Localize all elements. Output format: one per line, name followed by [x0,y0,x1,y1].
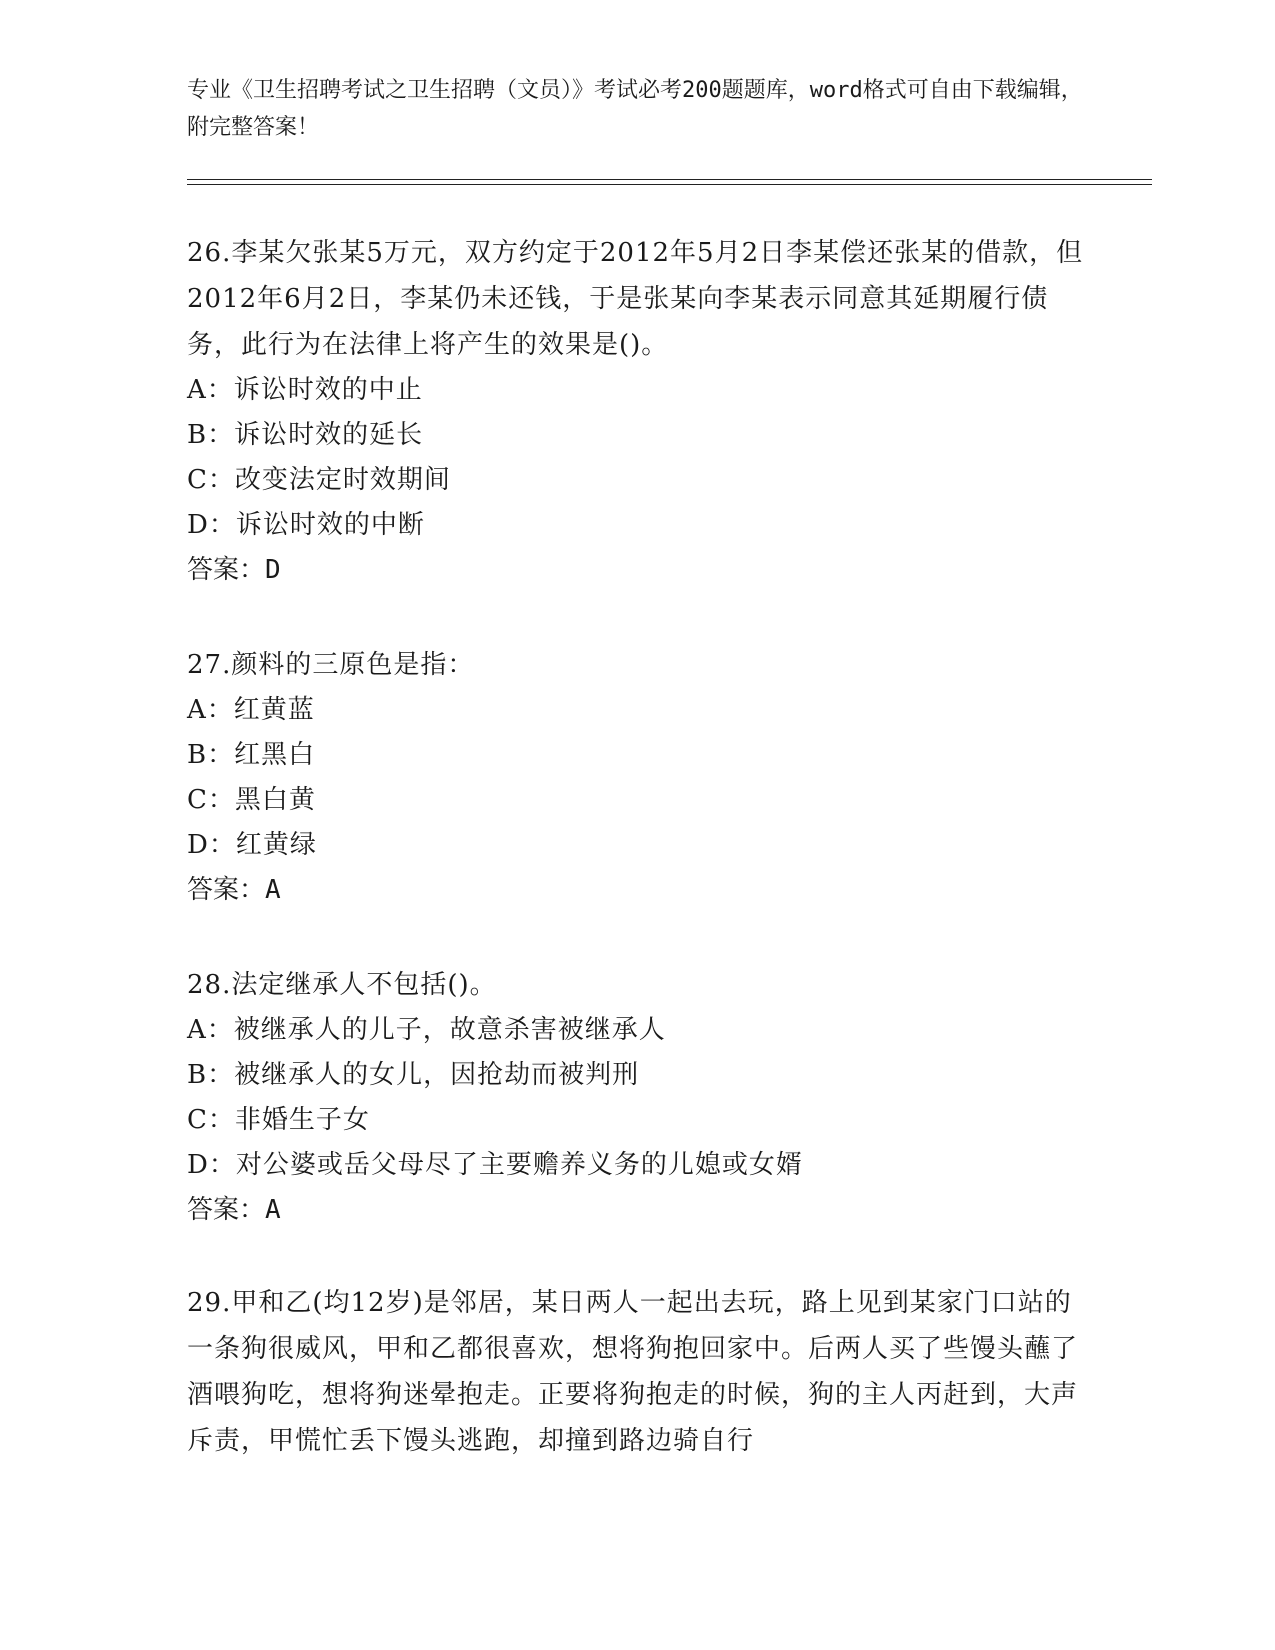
option-d: D：诉讼时效的中断 [187,510,425,540]
question-26 [187,230,1087,593]
answer-label: 答案： [187,875,266,905]
answer-value: A [265,875,281,905]
option-d: D：对公婆或岳父母尽了主要赡养义务的儿媳或女婿 [187,1150,803,1180]
header-divider-bottom [187,184,1152,185]
option-b: B：诉讼时效的延长 [187,420,424,450]
answer [187,1188,1087,1233]
header-divider-top [187,179,1152,180]
answer-label: 答案： [187,555,266,585]
answer-value: D [265,555,281,585]
option-c: C：非婚生子女 [187,1105,370,1135]
question-27 [187,642,1087,913]
answer [187,548,1087,593]
answer [187,868,1087,913]
option-a: A：诉讼时效的中止 [187,375,423,405]
option-b: B：红黑白 [187,740,316,770]
option-a: A：红黄蓝 [187,695,315,725]
question-stem: 29.甲和乙(均12岁)是邻居，某日两人一起出去玩，路上见到某家门口站的一条狗很威风，甲和乙都很喜欢，想将狗抱回家中。后两人买了些馒头蘸了酒喂狗吃，想将狗迷晕抱走。正要将狗抱走的时候，狗的主人丙赶到，大声斥责，甲慌忙丢下馒头逃跑，却撞到路边骑自行 [187,1288,1079,1456]
option-d: D：红黄绿 [187,830,317,860]
option-a: A：被继承人的儿子，故意杀害被继承人 [187,1015,666,1045]
question-29 [187,1280,1087,1464]
option-b: B：被继承人的女儿，因抢劫而被判刑 [187,1060,640,1090]
answer-value: A [265,1195,281,1225]
question-stem: 28.法定继承人不包括()。 [187,970,497,1000]
document-header: 专业《卫生招聘考试之卫生招聘（文员）》考试必考200题题库，word格式可自由下载编辑，附完整答案！ [187,78,1083,140]
option-c: C：黑白黄 [187,785,316,815]
answer-label: 答案： [187,1195,266,1225]
question-28 [187,962,1087,1233]
option-c: C：改变法定时效期间 [187,465,451,495]
question-stem: 27.颜料的三原色是指： [187,650,475,680]
question-stem: 26.李某欠张某5万元，双方约定于2012年5月2日李某偿还张某的借款，但2012年6月2日，李某仍未还钱，于是张某向李某表示同意其延期履行债务，此行为在法律上将产生的效果是()。 [187,238,1084,360]
